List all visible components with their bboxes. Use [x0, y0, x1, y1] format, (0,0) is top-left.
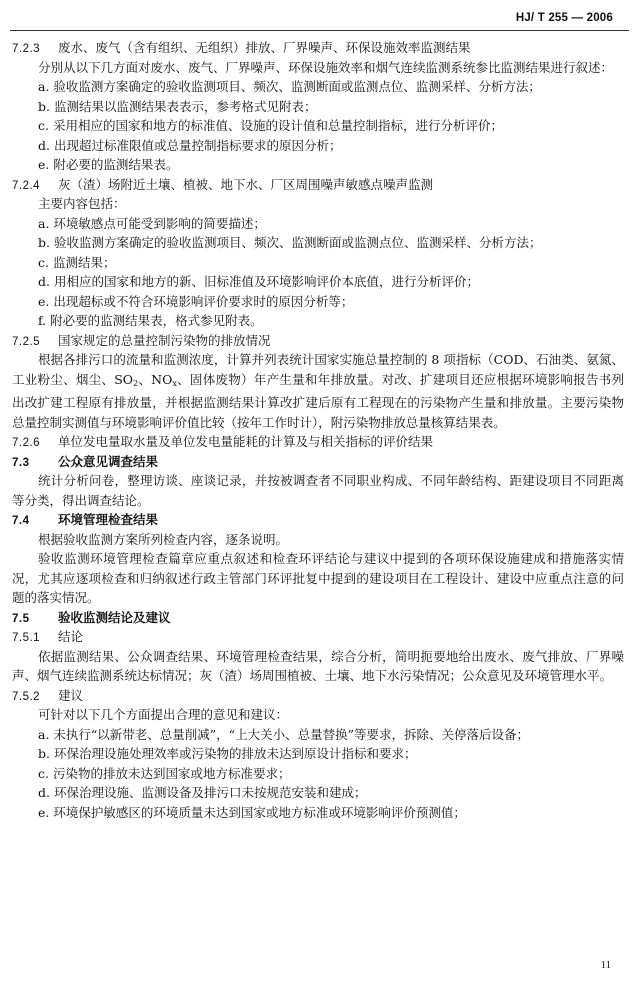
section-7-5-1-heading: [12, 627, 624, 647]
section-number: 7.2.3: [12, 43, 41, 55]
section-7-2-4-heading: [12, 175, 624, 195]
list-item: f. 附必要的监测结果表，格式参见附表。: [38, 313, 263, 328]
section-7-2-4-intro: 主要内容包括：: [38, 196, 126, 211]
section-number: 7.2.6: [12, 437, 41, 449]
section-7-3-heading: [12, 452, 624, 472]
section-title: 单位发电量取水量及单位发电量能耗的计算及与相关指标的评价结果: [58, 434, 434, 449]
list-item: b. 环保治理设施处理效率或污染物的排放未达到原设计指标和要求；: [38, 746, 417, 761]
section-number: 7.4: [12, 515, 30, 527]
document-standard-code: HJ/ T 255 — 2006: [515, 12, 613, 24]
list-item: d. 用相应的国家和地方的新、旧标准值及环境影响评价本底值，进行分析评价；: [38, 274, 479, 289]
section-7-4-paragraph-1: 根据验收监测方案所列检查内容，逐条说明。: [38, 531, 289, 547]
section-title: 验收监测结论及建议: [58, 609, 171, 625]
list-item: c. 采用相应的国家和地方的标准值、设施的设计值和总量控制指标，进行分析评价；: [38, 118, 503, 133]
section-title: 建议: [58, 687, 84, 703]
header-divider: [10, 30, 629, 31]
section-title: 结论: [58, 629, 84, 644]
section-7-2-6-heading: [12, 432, 624, 452]
section-7-3-paragraph: 统计分析问卷，整理访谈、座谈记录，并按被调查者不同职业构成、不同年龄结构、距建设项目不同距离等分类，得出调查结论。: [12, 473, 624, 508]
section-7-2-3-heading: [12, 38, 624, 58]
section-title: 公众意见调查结果: [58, 453, 159, 469]
list-item: d. 环保治理设施、监测设备及排污口未按规范安装和建成；: [38, 785, 367, 800]
list-item: a. 环境敏感点可能受到影响的简要描述；: [38, 215, 266, 231]
section-7-2-3-intro: 分别从以下几方面对废水、废气、厂界噪声、环保设施效率和烟气连续监测系统参比监测结果进行叙述：: [38, 59, 614, 75]
subscript: 2: [133, 378, 139, 388]
section-number: 7.5.2: [12, 690, 41, 703]
section-7-2-5-paragraph: [12, 350, 624, 432]
section-number: 7.2.4: [12, 179, 41, 192]
list-item: e. 环境保护敏感区的环境质量未达到国家或地方标准或环境影响评价预测值；: [38, 804, 466, 820]
list-item: c. 监测结果；: [38, 254, 116, 270]
list-item: c. 污染物的排放未达到国家或地方标准要求；: [38, 765, 291, 781]
list-item: a. 未执行“以新带老、总量削减”，“上大关小、总量替换”等要求，拆除、关停落后设备；: [38, 726, 529, 742]
paragraph-text: 、NO: [138, 371, 173, 387]
section-title: 环境管理检查结果: [58, 512, 159, 527]
section-7-4-heading: [12, 510, 624, 530]
section-7-2-5-heading: [12, 331, 624, 351]
section-title: 废水、废气（含有组织、无组织）排放、厂界噪声、环保设施效率监测结果: [58, 40, 471, 55]
paragraph-text: 根据各排污口的流量和监测浓度，计算并列表统计国家实施总量控制的 8 项指标（COD、石油类、氨氮、工业粉尘、烟尘、SO: [12, 352, 624, 387]
section-title: 国家规定的总量控制污染物的排放情况: [58, 332, 271, 348]
section-7-5-1-paragraph: 依据监测结果、公众调查结果、环境管理检查结果，综合分析，简明扼要地给出废水、废气排放、厂界噪声、烟气连续监测系统达标情况；灰（渣）场周围植被、土壤、地下水污染情况；公众意见及环境管理水平。: [12, 648, 624, 683]
section-title: 灰（渣）场附近土壤、植被、地下水、厂区周围噪声敏感点噪声监测: [58, 176, 434, 192]
section-7-5-2-heading: [12, 686, 624, 706]
section-number: 7.5: [12, 612, 30, 625]
list-item: a. 验收监测方案确定的验收监测项目、频次、监测断面或监测点位、监测采样、分析方法；: [38, 79, 541, 94]
section-number: 7.3: [12, 456, 30, 469]
paragraph-text: 、固体废物）年产生量和年排放量。对改、扩建项目还应根据环境影响报告书列出改扩建工程原有排放量，并根据监测结果计算改扩建后原有工程现在的污染物产生量和排放量。主要污染物总量控制实测值与环境影响评价值比较（按年工作时计），附污染物排放总量核算结果表。: [12, 371, 624, 430]
section-number: 7.2.5: [12, 335, 41, 348]
list-item: d. 出现超过标准限值或总量控制指标要求的原因分析；: [38, 137, 342, 153]
section-7-5-heading: [12, 608, 624, 628]
section-number: 7.5.1: [12, 632, 41, 644]
section-7-4-paragraph-2: 验收监测环境管理检查篇章应重点叙述和检查环评结论与建议中提到的各项环保设施建成和措施落实情况，尤其应逐项检查和归纳叙述行政主管部门环评批复中提到的建设项目在工程设计、建设中应重点注意的问题的落实情况。: [12, 551, 624, 605]
list-item: b. 验收监测方案确定的验收监测项目、频次、监测断面或监测点位、监测采样、分析方法；: [38, 235, 542, 250]
page-number: 11: [600, 960, 611, 971]
list-item: b. 监测结果以监测结果表表示，参考格式见附表；: [38, 98, 317, 114]
list-item: e. 附必要的监测结果表。: [38, 157, 179, 172]
subscript: x: [172, 378, 177, 388]
document-body: [12, 38, 624, 822]
list-item: e. 出现超标或不符合环境影响评价要求时的原因分析等；: [38, 293, 354, 309]
section-7-5-2-intro: 可针对以下几个方面提出合理的意见和建议：: [38, 707, 289, 722]
